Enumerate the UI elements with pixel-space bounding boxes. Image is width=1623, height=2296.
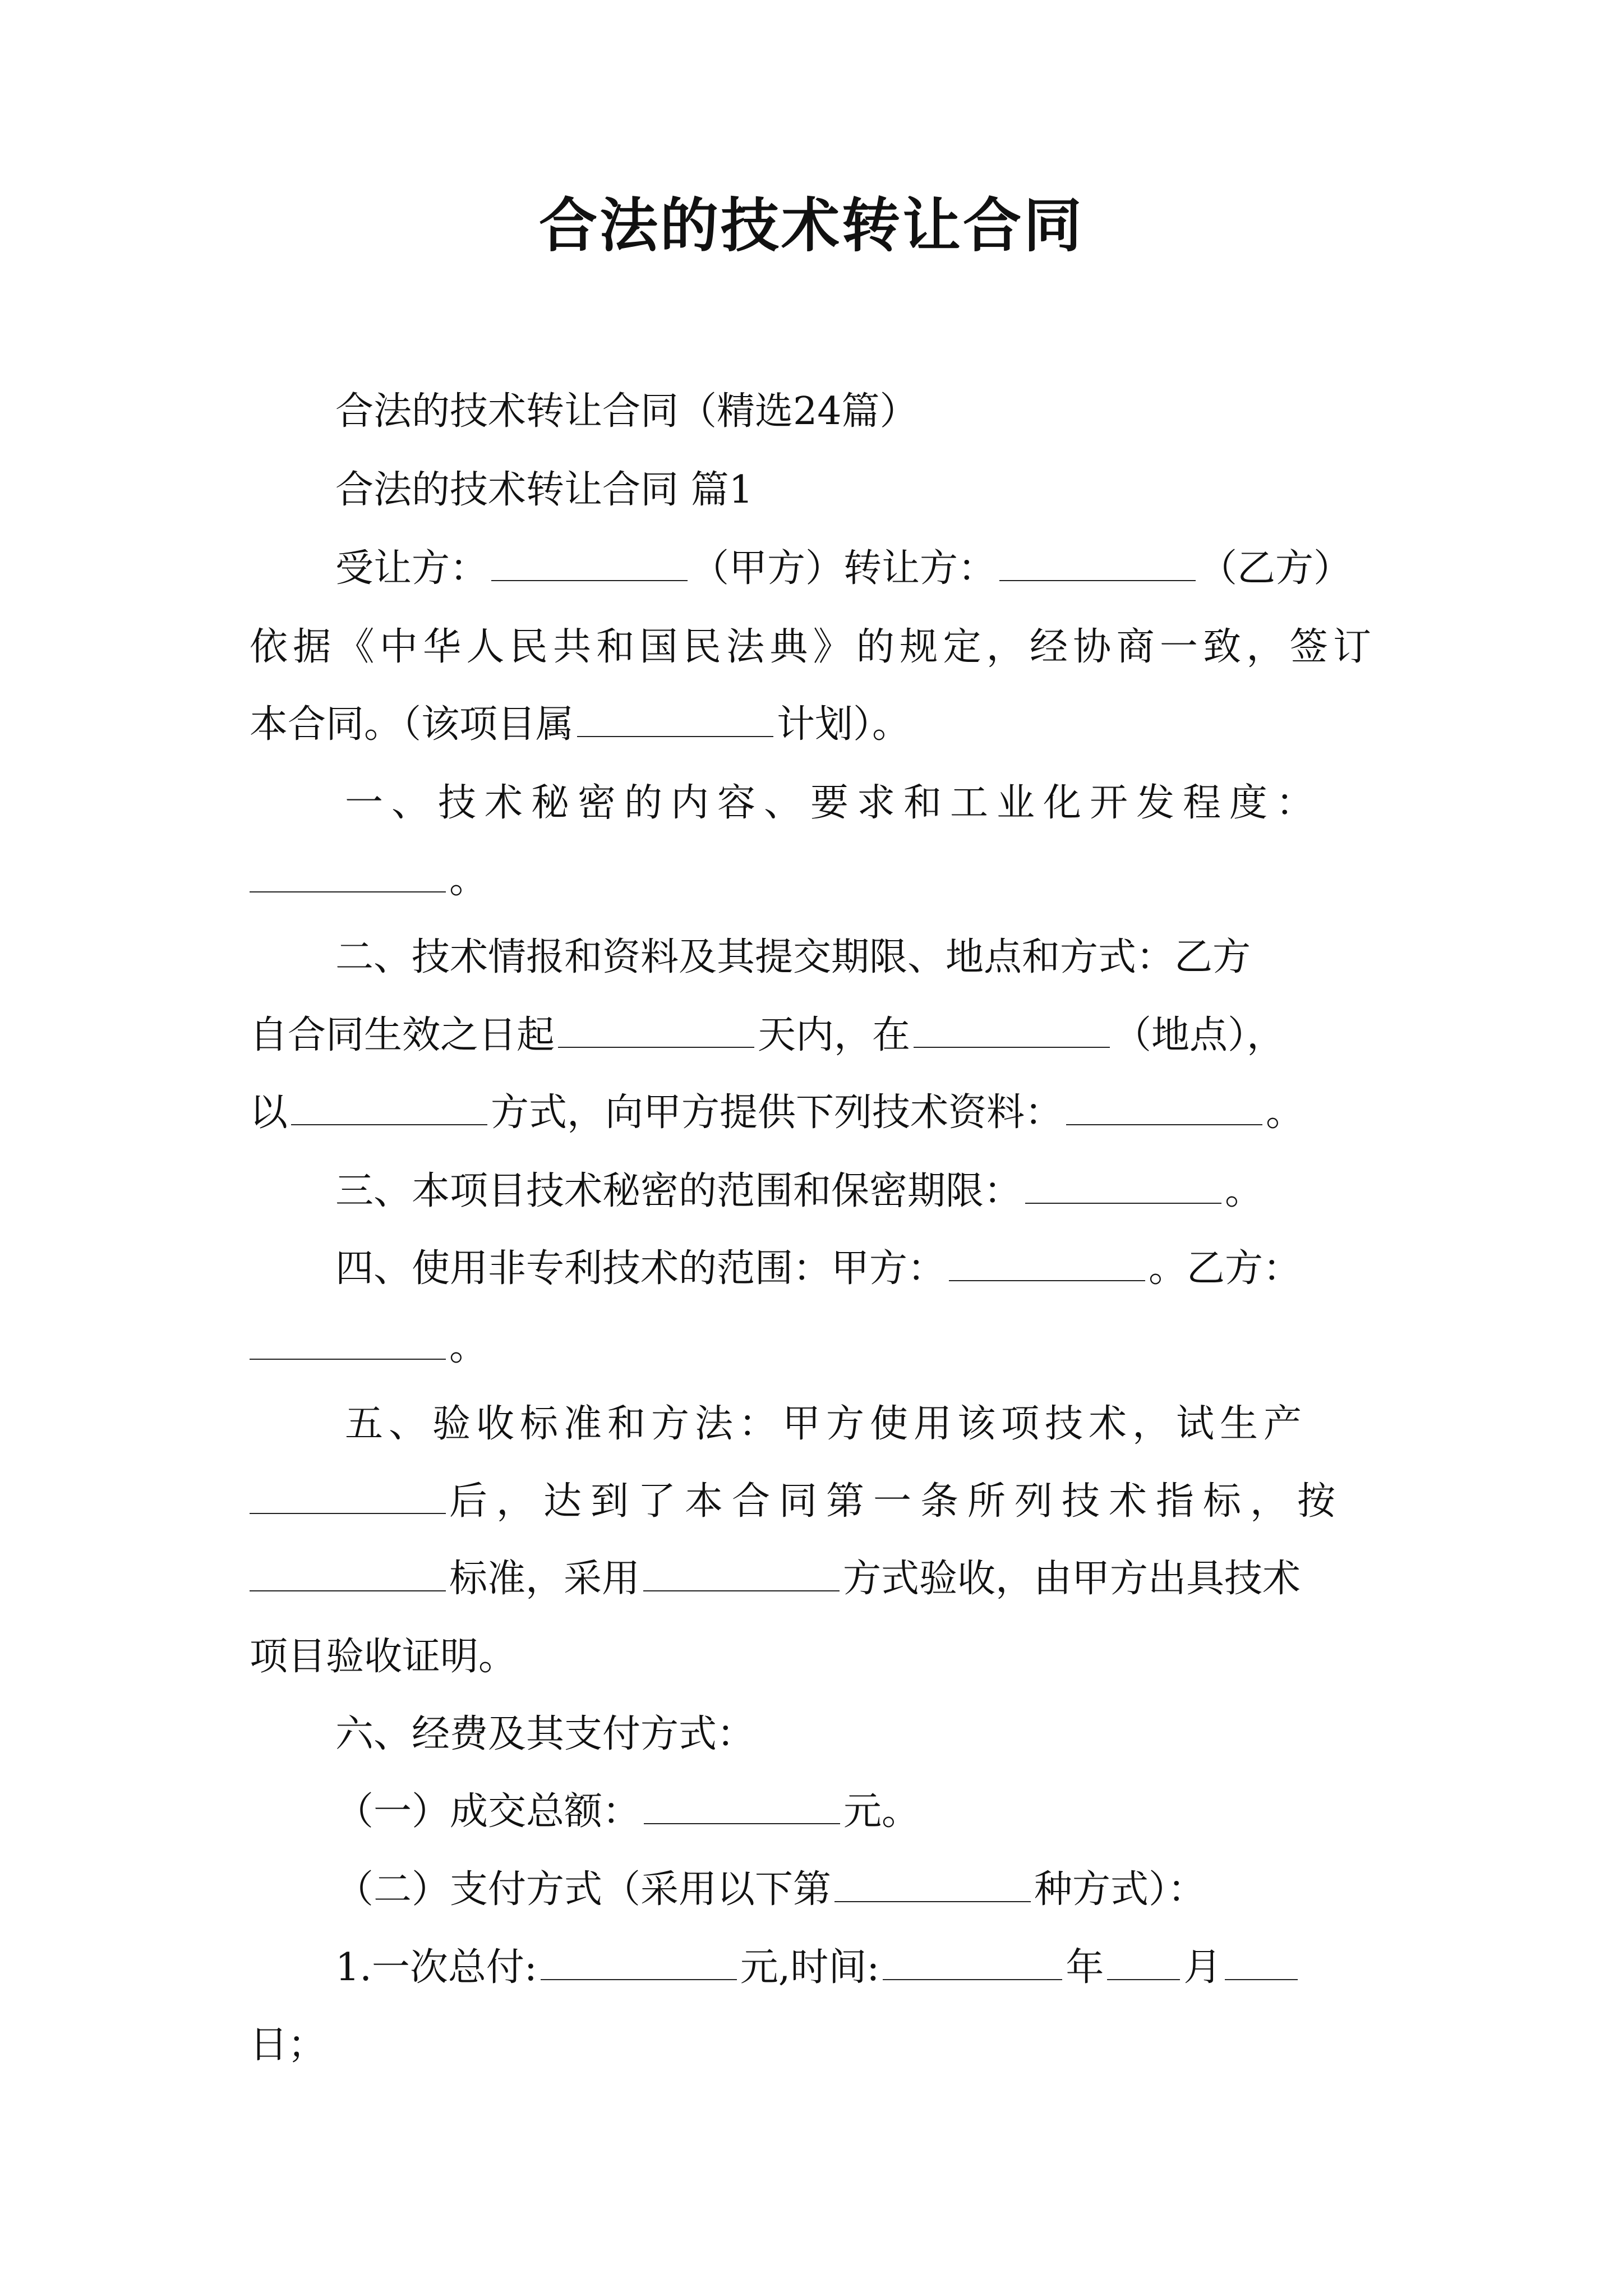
clause-2-start: 自合同生效之日起	[250, 1013, 555, 1057]
total-unit: 元。	[843, 1789, 920, 1834]
basis-line: 依据《中华人民共和国民法典》的规定，经协商一致，签订	[250, 625, 1371, 669]
project-line	[250, 702, 911, 747]
clause-6-item-2	[335, 1867, 1206, 1912]
clause-2: 二、技术情报和资料及其提交期限、地点和方式：乙方	[335, 935, 1251, 979]
day-blank	[1225, 1950, 1298, 1980]
total-blank	[644, 1794, 840, 1824]
payment-option-1	[335, 1945, 1301, 1990]
month-label: 月	[1183, 1945, 1222, 1990]
year-blank	[883, 1950, 1062, 1980]
clause-3	[335, 1169, 1264, 1213]
total-label: （一）成交总额：	[335, 1789, 641, 1834]
clause-2-days-blank	[558, 1018, 754, 1048]
lump-sum-time: 元,时间:	[740, 1945, 880, 1990]
lump-sum-blank	[541, 1950, 737, 1980]
clause-6-item-1	[335, 1789, 920, 1834]
payment-label: （二）支付方式（采用以下第	[335, 1867, 832, 1912]
clause-5-line4: 项目验收证明。	[250, 1635, 517, 1679]
clause-2-materials-blank	[1066, 1095, 1262, 1125]
clause-2-line2	[250, 1013, 1285, 1057]
document-title: 合法的技术转让合同	[538, 191, 1084, 260]
clause-5-standard-blank	[250, 1561, 446, 1591]
lump-sum-label: 1.一次总付:	[335, 1945, 537, 1990]
clause-2-by: 以	[250, 1091, 288, 1135]
receiver-blank	[491, 551, 688, 581]
clause-1-blank	[250, 862, 446, 892]
clause-1: 一、技术秘密的内容、要求和工业化开发程度：	[345, 781, 1323, 825]
clause-3-end: 。	[1225, 1169, 1264, 1213]
clause-5-accept: 方式验收，由甲方出具技术	[843, 1557, 1301, 1601]
clause-5-line3	[250, 1557, 1301, 1601]
payment-option-1-end: 日；	[250, 2023, 326, 2067]
transferor-blank	[999, 551, 1196, 581]
party-line	[335, 546, 1352, 591]
project-blank	[577, 707, 773, 737]
clause-3-text: 三、本项目技术秘密的范围和保密期限：	[335, 1169, 1022, 1213]
clause-1-end: 。	[449, 858, 488, 902]
clause-1-fill	[250, 858, 488, 902]
clause-4-mid: 。乙方：	[1149, 1246, 1302, 1291]
clause-2-place-blank	[914, 1018, 1110, 1048]
payment-blank	[834, 1872, 1031, 1902]
clause-6: 六、经费及其支付方式：	[335, 1712, 755, 1756]
clause-5-line2	[250, 1479, 1345, 1524]
clause-4-text: 四、使用非专利技术的范围：甲方：	[335, 1246, 946, 1291]
clause-2-provide: 方式，向甲方提供下列技术资料：	[491, 1091, 1063, 1135]
clause-4-a-blank	[949, 1251, 1145, 1281]
receiver-label: 受让方：	[335, 546, 488, 591]
clause-4-fill	[250, 1325, 488, 1369]
transferor-tag: （乙方）	[1199, 546, 1352, 591]
plan-text: 计划）。	[777, 702, 911, 747]
clause-4-end: 。	[449, 1325, 488, 1369]
clause-5-standard: 标准，采用	[449, 1557, 640, 1601]
clause-5: 五、验收标准和方法：甲方使用该项技术，试生产	[345, 1402, 1308, 1446]
subtitle: 合法的技术转让合同（精选24篇）	[335, 389, 918, 434]
month-blank	[1107, 1950, 1180, 1980]
clause-2-end: 。	[1266, 1091, 1304, 1135]
clause-4-b-blank	[250, 1329, 446, 1360]
clause-5-trial-blank	[250, 1484, 446, 1514]
clause-2-method-blank	[291, 1095, 487, 1125]
clause-5-method-blank	[643, 1561, 840, 1591]
clause-3-blank	[1025, 1174, 1221, 1204]
receiver-tag: （甲方）转让方：	[691, 546, 997, 591]
clause-2-days: 天内，在	[758, 1013, 911, 1057]
year-label: 年	[1066, 1945, 1104, 1990]
clause-4	[335, 1246, 1302, 1291]
clause-2-place: （地点），	[1113, 1013, 1285, 1057]
clause-5-reach: 后，达到了本合同第一条所列技术指标，按	[449, 1479, 1345, 1524]
section-heading: 合法的技术转让合同 篇1	[335, 468, 753, 512]
clause-2-line3	[250, 1091, 1304, 1135]
project-text: 本合同。（该项目属	[250, 702, 574, 747]
payment-end: 种方式）：	[1034, 1867, 1206, 1912]
